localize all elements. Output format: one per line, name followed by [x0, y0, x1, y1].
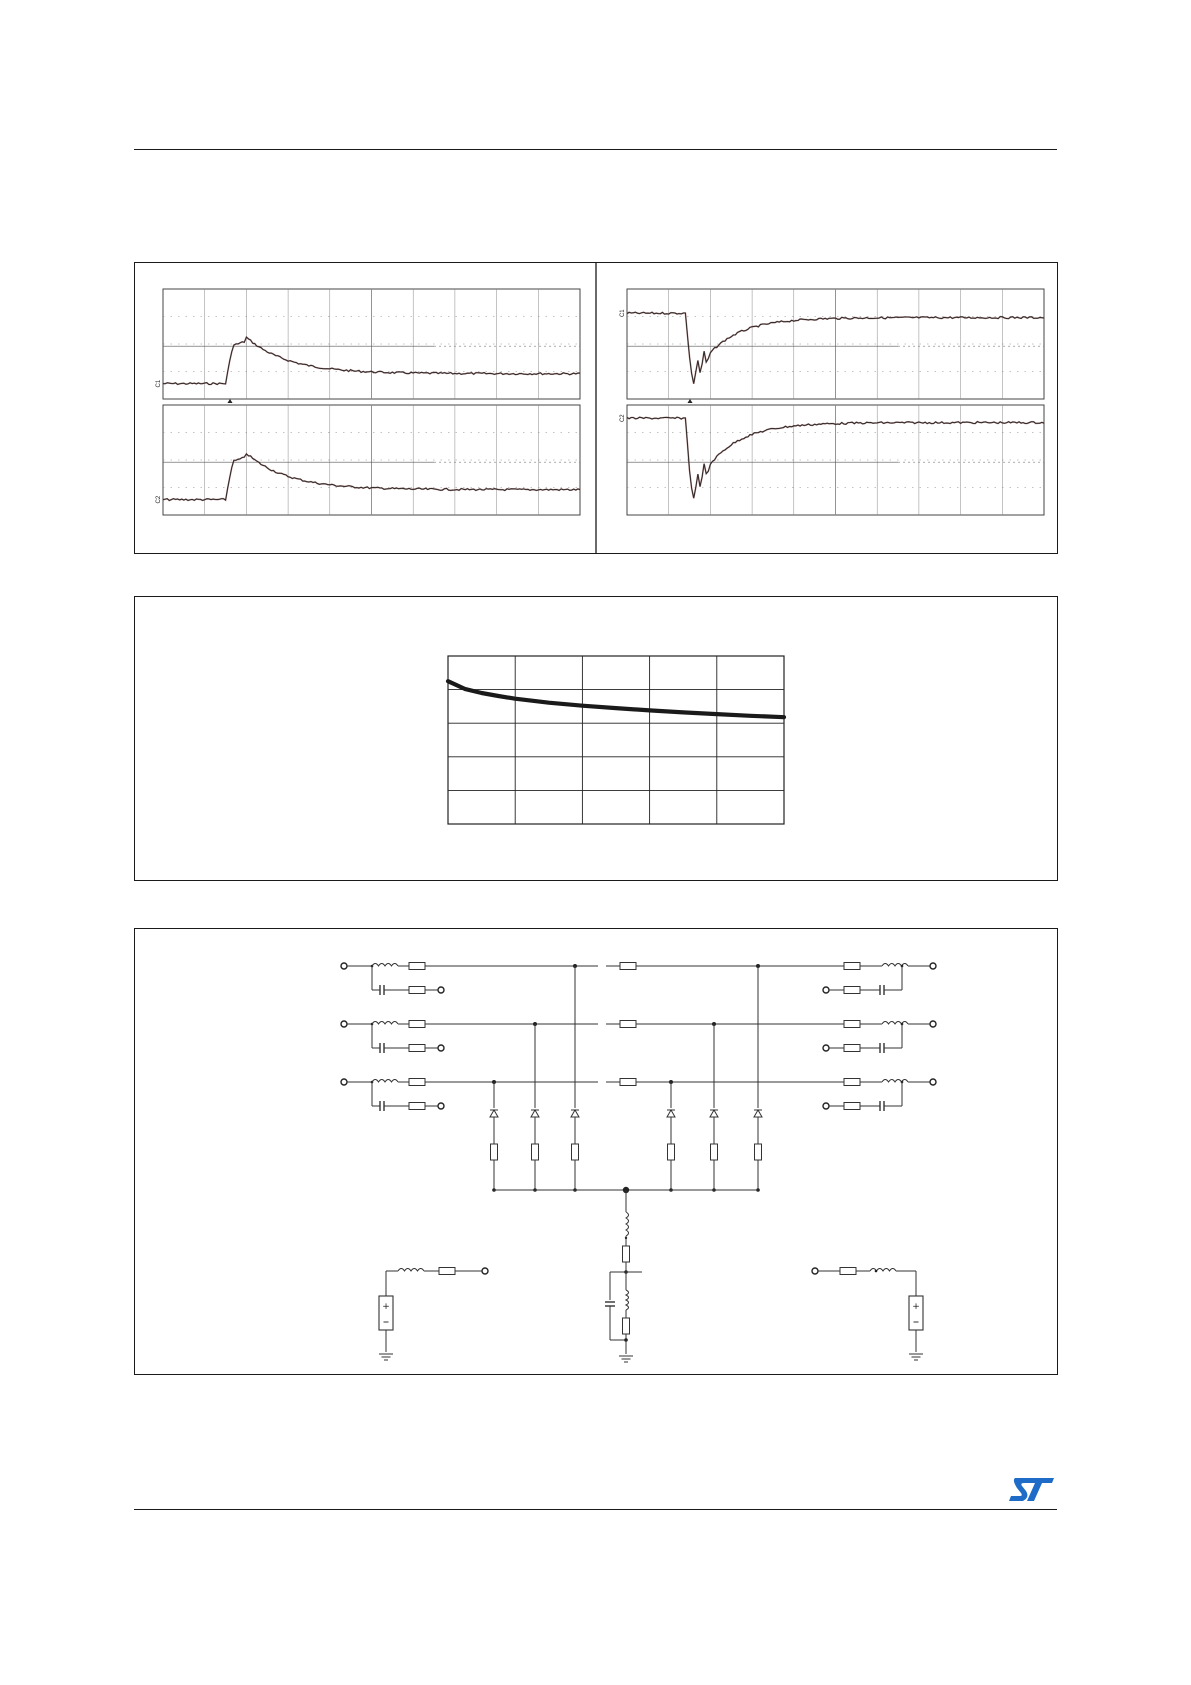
diode-icon — [531, 1110, 539, 1117]
inductor-icon — [882, 1080, 908, 1083]
inductor-icon — [626, 1290, 629, 1310]
diode-icon — [490, 1110, 498, 1117]
resistor-icon — [409, 1021, 425, 1028]
resistor-icon — [532, 1144, 539, 1160]
resistor-icon — [844, 1103, 860, 1110]
inductor-icon — [372, 964, 398, 967]
terminal-icon[interactable] — [482, 1268, 488, 1274]
terminal-icon[interactable] — [930, 963, 936, 969]
resistor-icon — [623, 1318, 630, 1334]
diode-icon — [710, 1110, 718, 1117]
terminal-icon[interactable] — [812, 1268, 818, 1274]
diode-icon — [571, 1110, 579, 1117]
resistor-icon — [623, 1246, 630, 1262]
resistor-icon — [409, 1103, 425, 1110]
terminal-icon[interactable] — [438, 1045, 444, 1051]
terminal-icon[interactable] — [341, 1021, 347, 1027]
inductor-icon — [882, 1022, 908, 1025]
battery-plus-icon: + — [912, 1302, 920, 1312]
terminal-icon[interactable] — [341, 1079, 347, 1085]
resistor-icon — [840, 1268, 856, 1275]
resistor-icon — [668, 1144, 675, 1160]
resistor-icon — [755, 1144, 762, 1160]
terminal-icon[interactable] — [823, 987, 829, 993]
terminal-icon[interactable] — [930, 1079, 936, 1085]
resistor-icon — [620, 963, 636, 970]
resistor-icon — [844, 1021, 860, 1028]
resistor-icon — [409, 1045, 425, 1052]
resistor-icon — [620, 1079, 636, 1086]
channel-label: C1 — [620, 309, 626, 318]
resistor-icon — [572, 1144, 579, 1160]
channel-label: C2 — [156, 495, 162, 504]
inductor-icon — [372, 1080, 398, 1083]
resistor-icon — [439, 1268, 455, 1275]
diode-icon — [667, 1110, 675, 1117]
inductor-icon — [372, 1022, 398, 1025]
resistor-icon — [491, 1144, 498, 1160]
junction-dot — [875, 1270, 878, 1273]
battery-plus-icon: + — [382, 1302, 390, 1312]
terminal-icon[interactable] — [438, 1103, 444, 1109]
st-logo-icon — [1006, 1474, 1058, 1504]
resistor-icon — [844, 963, 860, 970]
terminal-icon[interactable] — [930, 1021, 936, 1027]
resistor-icon — [620, 1021, 636, 1028]
terminal-icon[interactable] — [438, 987, 444, 993]
resistor-icon — [844, 1079, 860, 1086]
resistor-icon — [844, 987, 860, 994]
resistor-icon — [409, 987, 425, 994]
inductor-icon — [870, 1269, 896, 1272]
inductor-icon — [626, 1212, 629, 1236]
terminal-icon[interactable] — [823, 1045, 829, 1051]
channel-label: C2 — [620, 414, 626, 423]
resistor-icon — [409, 1079, 425, 1086]
terminal-icon[interactable] — [341, 963, 347, 969]
footer-rule — [134, 1509, 1057, 1510]
inductor-icon — [882, 964, 908, 967]
diode-icon — [754, 1110, 762, 1117]
channel-label: C1 — [156, 379, 162, 388]
terminal-icon[interactable] — [823, 1103, 829, 1109]
resistor-icon — [409, 963, 425, 970]
resistor-icon — [844, 1045, 860, 1052]
resistor-icon — [711, 1144, 718, 1160]
inductor-icon — [398, 1269, 424, 1272]
